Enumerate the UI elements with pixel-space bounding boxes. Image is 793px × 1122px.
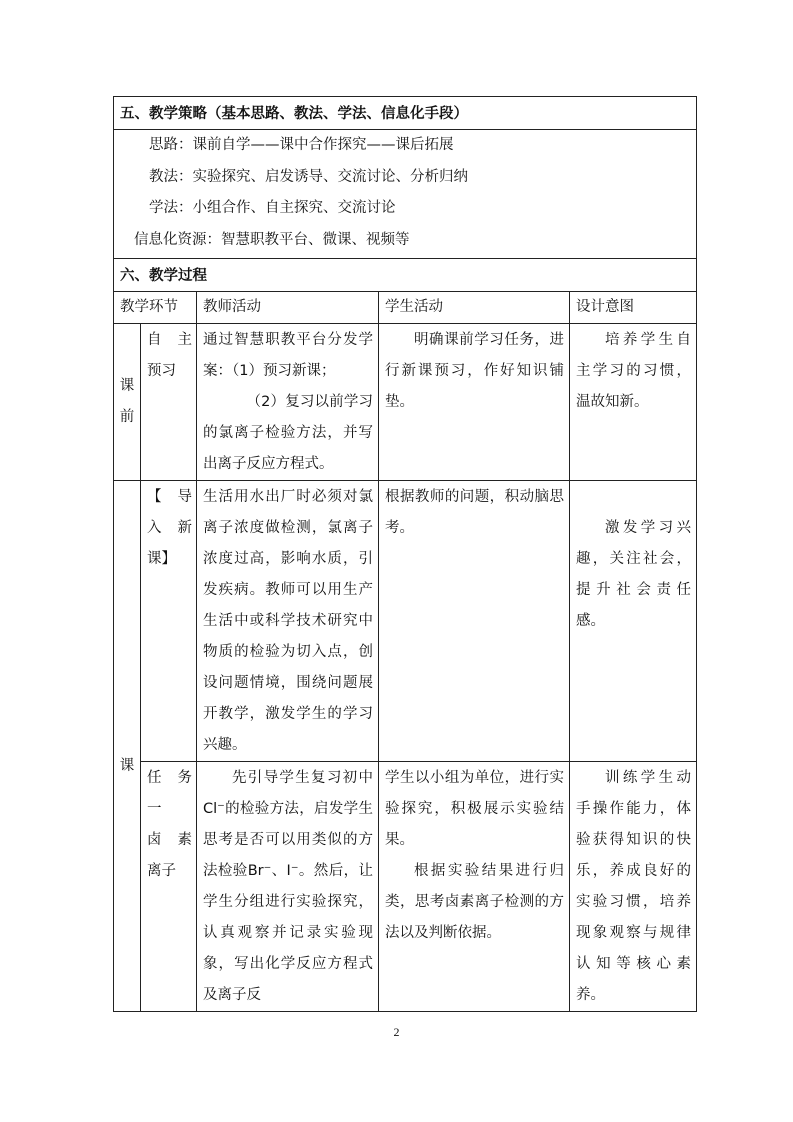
task1-design-intent: 训练学生动手操作能力，体验获得知识的快乐，养成良好的实验习惯，培养现象观察与规律认知等核心素养。 <box>570 762 697 1012</box>
strategy-it-resources: 信息化资源：智慧职教平台、微课、视频等 <box>134 231 410 248</box>
preclass-teacher-text-2: （2）复习以前学习的氯离子检验方法，并写出离子反应方程式。 <box>203 394 373 472</box>
link-intro <box>141 481 197 762</box>
header-student: 学生活动 <box>379 292 570 324</box>
phase-inclass-char: 课 <box>119 757 135 774</box>
lesson-plan-table <box>113 96 697 1012</box>
link-task1-line-1: 任 务 <box>147 770 192 786</box>
preclass-teacher-text-1: 通过智慧职教平台分发学案：（1）预习新课； <box>203 332 373 379</box>
strategy-idea: 思路：课前自学——课中合作探究——课后拓展 <box>149 137 454 153</box>
task1-student-text-1: 学生以小组为单位，进行实验探究，积极展示实验结果。 <box>385 770 564 848</box>
intro-teacher-activity: 生活用水出厂时必须对氯离子浓度做检测，氯离子浓度过高，影响水质，引发疾病。教师可以用生产生活中或科学技术研究中物质的检验为切入点，创设问题情境，围绕问题展开教学，激发学生的学习兴趣。 <box>197 481 379 762</box>
section5-title: 五、教学策略（基本思路、教法、学法、信息化手段） <box>114 97 697 130</box>
preclass-student-activity: 明确课前学习任务，进行新课预习，作好知识铺垫。 <box>379 324 570 481</box>
phase-preclass-char-1: 课 <box>119 378 135 394</box>
link-self-study <box>141 324 197 481</box>
link-intro-line-2: 入 新 <box>147 520 192 536</box>
link-task1-line-4: 离子 <box>147 863 176 879</box>
header-intent: 设计意图 <box>570 292 697 324</box>
section6-title: 六、教学过程 <box>114 259 697 292</box>
page-number: 2 <box>393 1025 400 1039</box>
intro-design-intent: 激发学习兴趣，关注社会，提升社会责任感。 <box>570 481 697 762</box>
task1-student-text-2: 根据实验结果进行归类，思考卤素离子检测的方法以及判断依据。 <box>385 863 564 941</box>
section5-title-row <box>114 97 697 130</box>
link-task1-line-3: 卤 素 <box>147 832 192 848</box>
section6-title-row <box>114 259 697 292</box>
intro-row <box>114 481 697 762</box>
link-self-study-line-2: 预习 <box>147 363 176 379</box>
task1-teacher-activity: 先引导学生复习初中Cl⁻的检验方法，启发学生思考是否可以用类似的方法检验Br⁻、I⁻。然后，让学生分组进行实验探究，认真观察并记录实验现象，写出化学反应方程式及离子反 <box>197 762 379 1012</box>
header-link: 教学环节 <box>114 292 197 324</box>
phase-preclass-char-2: 前 <box>119 409 135 425</box>
strategy-learning-method: 学法：小组合作、自主探究、交流讨论 <box>149 200 396 216</box>
link-intro-line-3: 课】 <box>147 551 176 567</box>
link-self-study-line-1: 自 主 <box>147 332 192 348</box>
task1-row <box>114 762 697 1012</box>
phase-inclass <box>114 481 141 1012</box>
phase-preclass <box>114 324 141 481</box>
link-task1-line-2: 一 <box>147 801 162 817</box>
section5-content-row <box>114 130 697 259</box>
header-teacher: 教师活动 <box>197 292 379 324</box>
link-task1 <box>141 762 197 1012</box>
teaching-strategy <box>114 130 697 259</box>
link-intro-line-1: 【 导 <box>147 489 192 505</box>
preclass-row <box>114 324 697 481</box>
task1-student-activity <box>379 762 570 1012</box>
strategy-teaching-method: 教法：实验探究、启发诱导、交流讨论、分析归纳 <box>149 168 468 185</box>
preclass-teacher-activity <box>197 324 379 481</box>
intro-student-activity: 根据教师的问题，积动脑思考。 <box>379 481 570 762</box>
preclass-design-intent: 培养学生自主学习的习惯，温故知新。 <box>570 324 697 481</box>
process-header-row <box>114 292 697 324</box>
